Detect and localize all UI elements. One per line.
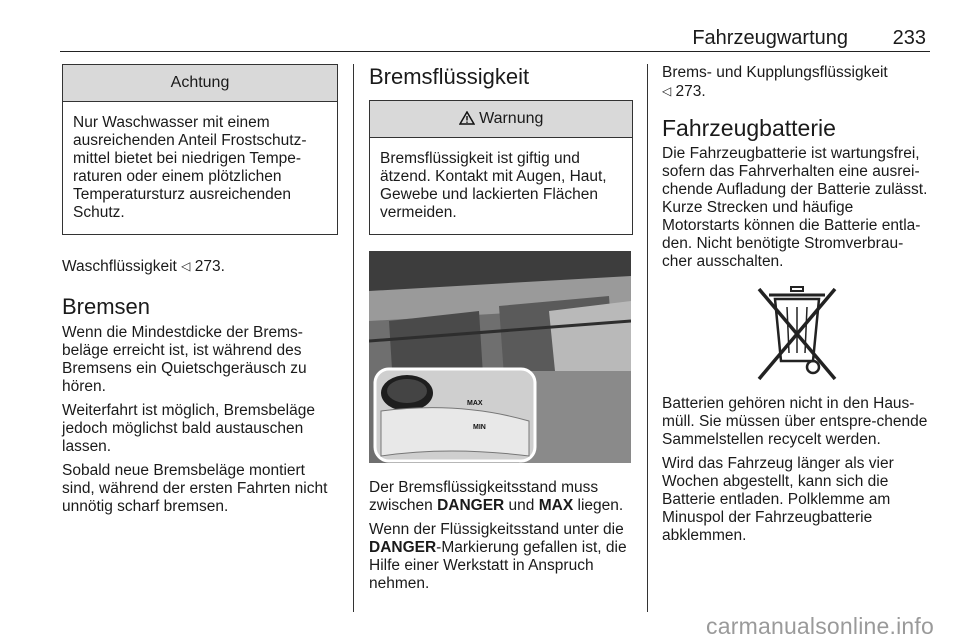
caution-box xyxy=(62,64,338,235)
brakes-paragraph-3: Sobald neue Bremsbeläge montiert sind, während der ersten Fahrten nicht unnötig scharf bremsen. xyxy=(62,462,328,515)
column-left xyxy=(62,64,338,522)
warning-text: Bremsflüssigkeit ist giftig und ätzend. Kontakt mit Augen, Haut, Gewebe und lackierten Flächen vermeiden. xyxy=(380,150,607,221)
column-right xyxy=(662,64,930,551)
chapter-title: Fahrzeugwartung xyxy=(692,27,848,49)
washer-fluid-reference: Waschflüssigkeit ◁ 273. xyxy=(62,258,225,275)
danger-mark: DANGER xyxy=(437,497,505,514)
watermark: carmanualsonline.info xyxy=(706,613,934,639)
page-reference-icon: ◁ xyxy=(181,259,191,273)
brake-fluid-heading: Bremsflüssigkeit xyxy=(369,64,530,89)
caution-box-title: Achtung xyxy=(63,65,337,102)
battery-paragraph-3: Wird das Fahrzeug länger als vier Wochen abgestellt, kann sich die Batterie entladen. Polklemme am Minuspol der Fahrzeugbatterie abklemmen. xyxy=(662,455,894,544)
column-divider-2 xyxy=(647,64,648,612)
max-mark: MAX xyxy=(538,497,574,514)
column-middle xyxy=(369,64,633,599)
warning-box-body xyxy=(370,138,632,234)
danger-mark-2: DANGER xyxy=(369,539,437,556)
battery-heading: Fahrzeugbatterie xyxy=(662,115,836,141)
fluid-low-paragraph: Wenn der Flüssigkeitsstand unter die DANGER-Markierung gefallen ist, die Hilfe einer Werkstatt in Anspruch nehmen. xyxy=(369,521,627,592)
page-reference-icon-2: ◁ xyxy=(662,84,672,98)
page-number: 233 xyxy=(892,27,926,49)
clutch-fluid-reference: Brems- und Kupplungsflüssigkeit ◁ 273. xyxy=(662,64,888,100)
brake-fluid-reservoir-photo xyxy=(369,251,631,463)
warning-box xyxy=(369,100,633,235)
brakes-paragraph-2: Weiterfahrt ist möglich, Bremsbeläge jedoch möglichst bald austauschen lassen. xyxy=(62,402,315,455)
crossed-out-bin-icon xyxy=(753,283,839,383)
brakes-heading: Bremsen xyxy=(62,294,151,319)
min-label: MIN xyxy=(473,424,486,431)
caution-text: Nur Waschwasser mit einem ausreichenden Anteil Frostschutz-mittel bietet bei niedrigen Tempe-raturen oder einem plötzlichen Temperatursturz ausreichenden Schutz. xyxy=(73,114,307,221)
max-label: MAX xyxy=(467,400,483,407)
caution-box-body xyxy=(63,102,337,234)
page-header xyxy=(60,24,930,52)
column-divider-1 xyxy=(353,64,354,612)
brakes-paragraph-1: Wenn die Mindestdicke der Brems-beläge erreicht ist, ist während des Bremsens ein Quietschgeräusch zu hören. xyxy=(62,324,307,395)
battery-paragraph-1: Die Fahrzeugbatterie ist wartungsfrei, sofern das Fahrverhalten eine ausrei-chende Aufladung der Batterie zulässt. Kurze Strecken und häufige Motorstarts können die Batterie entla-den. Nicht benötigte Stromverbrau-cher ausschalten. xyxy=(662,145,928,270)
fluid-level-paragraph: Der Bremsflüssigkeitsstand muss zwischen DANGER und MAX liegen. xyxy=(369,479,624,514)
warning-title: Warnung xyxy=(479,110,544,127)
battery-paragraph-2: Batterien gehören nicht in den Haus-müll. Sie müssen über entspre-chende Sammelstellen recycelt werden. xyxy=(662,395,928,448)
warning-triangle-icon xyxy=(459,111,475,125)
warning-box-title xyxy=(370,101,632,138)
